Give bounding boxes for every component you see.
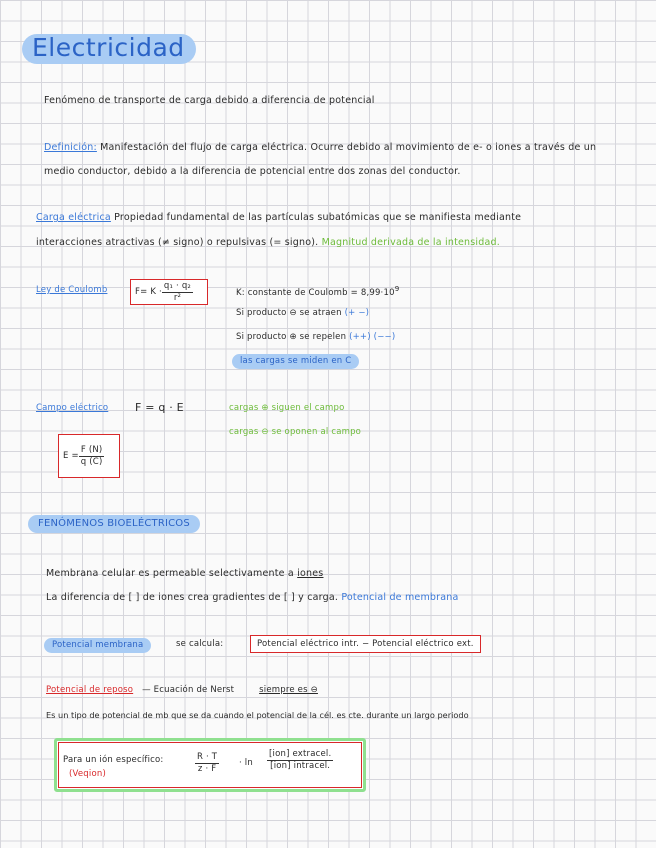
nernst-ln: · ln <box>239 758 253 768</box>
page-title: Electricidad <box>32 33 185 62</box>
e-formula-box <box>58 434 120 478</box>
bio-line-2-b: Potencial de membrana <box>341 592 459 603</box>
campo-neg: cargas ⊖ se oponen al campo <box>229 427 362 437</box>
definicion-label: Definición: <box>44 142 97 153</box>
pm-pill: Potencial membrana <box>44 638 151 653</box>
e-fraction <box>79 445 105 468</box>
carga-text-2-green: Magnitud derivada de la intensidad. <box>321 237 500 248</box>
atraen-line <box>236 308 369 318</box>
nernst-num: R · T <box>197 752 218 762</box>
coulomb-formula-box <box>130 279 208 305</box>
nernst-fraction-1 <box>195 752 219 775</box>
carga-line-1 <box>36 212 521 223</box>
k-note-text: K: constante de Coulomb = 8,99·10 <box>236 287 395 298</box>
repelen-line <box>236 332 395 342</box>
campo-formula: F = q · E <box>135 401 184 414</box>
definicion-text-1: Manifestación del flujo de carga eléctrica. Ocurre debido al movimiento de e- o iones a través de un <box>100 142 597 153</box>
carga-text-2: interacciones atractivas (≠ signo) o repulsivas (= signo). <box>36 237 319 248</box>
k-note-exp: 9 <box>394 284 400 293</box>
nernst-box <box>58 742 362 788</box>
cargas-pill: las cargas se miden en C <box>232 354 359 369</box>
bio-line-1 <box>46 568 323 579</box>
coulomb-fraction <box>162 281 193 304</box>
k-note <box>236 284 399 298</box>
nernst-fraction-2 <box>267 749 333 772</box>
intro-text: Fenómeno de transporte de carga debido a diferencia de potencial <box>44 95 375 106</box>
reposo-dash: — Ecuación de Nerst <box>142 685 235 695</box>
repelen-text: Si producto ⊕ se repelen <box>236 332 347 342</box>
carga-label: Carga eléctrica <box>36 212 111 223</box>
reposo-siempre: siempre es ⊖ <box>259 685 318 695</box>
nernst-frac-1 <box>195 752 219 775</box>
bio-line-2 <box>46 592 459 603</box>
pm-calc: se calcula: <box>176 639 224 649</box>
coulomb-fraction-num: q₁ · q₂ <box>163 280 192 291</box>
bio-heading: FENÓMENOS BIOELÉCTRICOS <box>28 515 200 533</box>
atraen-text: Si producto ⊖ se atraen <box>236 308 342 318</box>
pm-box: Potencial eléctrico intr. − Potencial eléctrico ext. <box>250 635 481 653</box>
reposo-line <box>46 685 318 695</box>
campo-pos: cargas ⊕ siguen el campo <box>229 403 345 413</box>
definicion-line-1 <box>44 142 596 153</box>
bio-line-2-a: La diferencia de [ ] de iones crea gradientes de [ ] y carga. <box>46 592 339 603</box>
e-formula-left: E = <box>63 451 79 461</box>
nernst-den: z · F <box>197 764 217 774</box>
coulomb-label: Ley de Coulomb <box>36 285 108 295</box>
reposo-desc: Es un tipo de potencial de mb que se da cuando el potencial de la cél. es cte. durante un largo periodo <box>46 710 469 720</box>
repelen-signs: (++) (−−) <box>349 332 396 342</box>
bio-line-1-b: iones <box>297 568 324 579</box>
bio-line-1-a: Membrana celular es permeable selectivamente a <box>46 568 294 579</box>
e-fraction-num: F (N) <box>80 444 103 455</box>
definicion-text-2: medio conductor, debido a la diferencia de potencial entre dos zonas del conductor. <box>44 166 461 177</box>
reposo-label: Potencial de reposo <box>46 685 134 695</box>
nernst-num-2: [ion] extracel. <box>269 749 332 759</box>
nernst-den-2: [ion] intracel. <box>270 761 331 771</box>
nernst-prefix: Para un ión específico: <box>63 755 164 765</box>
coulomb-formula-left: F= K · <box>135 287 162 297</box>
campo-label: Campo eléctrico <box>36 403 109 413</box>
carga-text-1: Propiedad fundamental de las partículas subatómicas que se manifiesta mediante <box>114 212 522 223</box>
carga-line-2 <box>36 237 500 248</box>
coulomb-fraction-den: r² <box>173 292 182 303</box>
atraen-signs: (+ −) <box>344 308 370 318</box>
e-fraction-den: q (C) <box>80 456 103 467</box>
nernst-frac-2 <box>267 749 333 772</box>
nernst-sub: (Veqion) <box>69 769 106 779</box>
